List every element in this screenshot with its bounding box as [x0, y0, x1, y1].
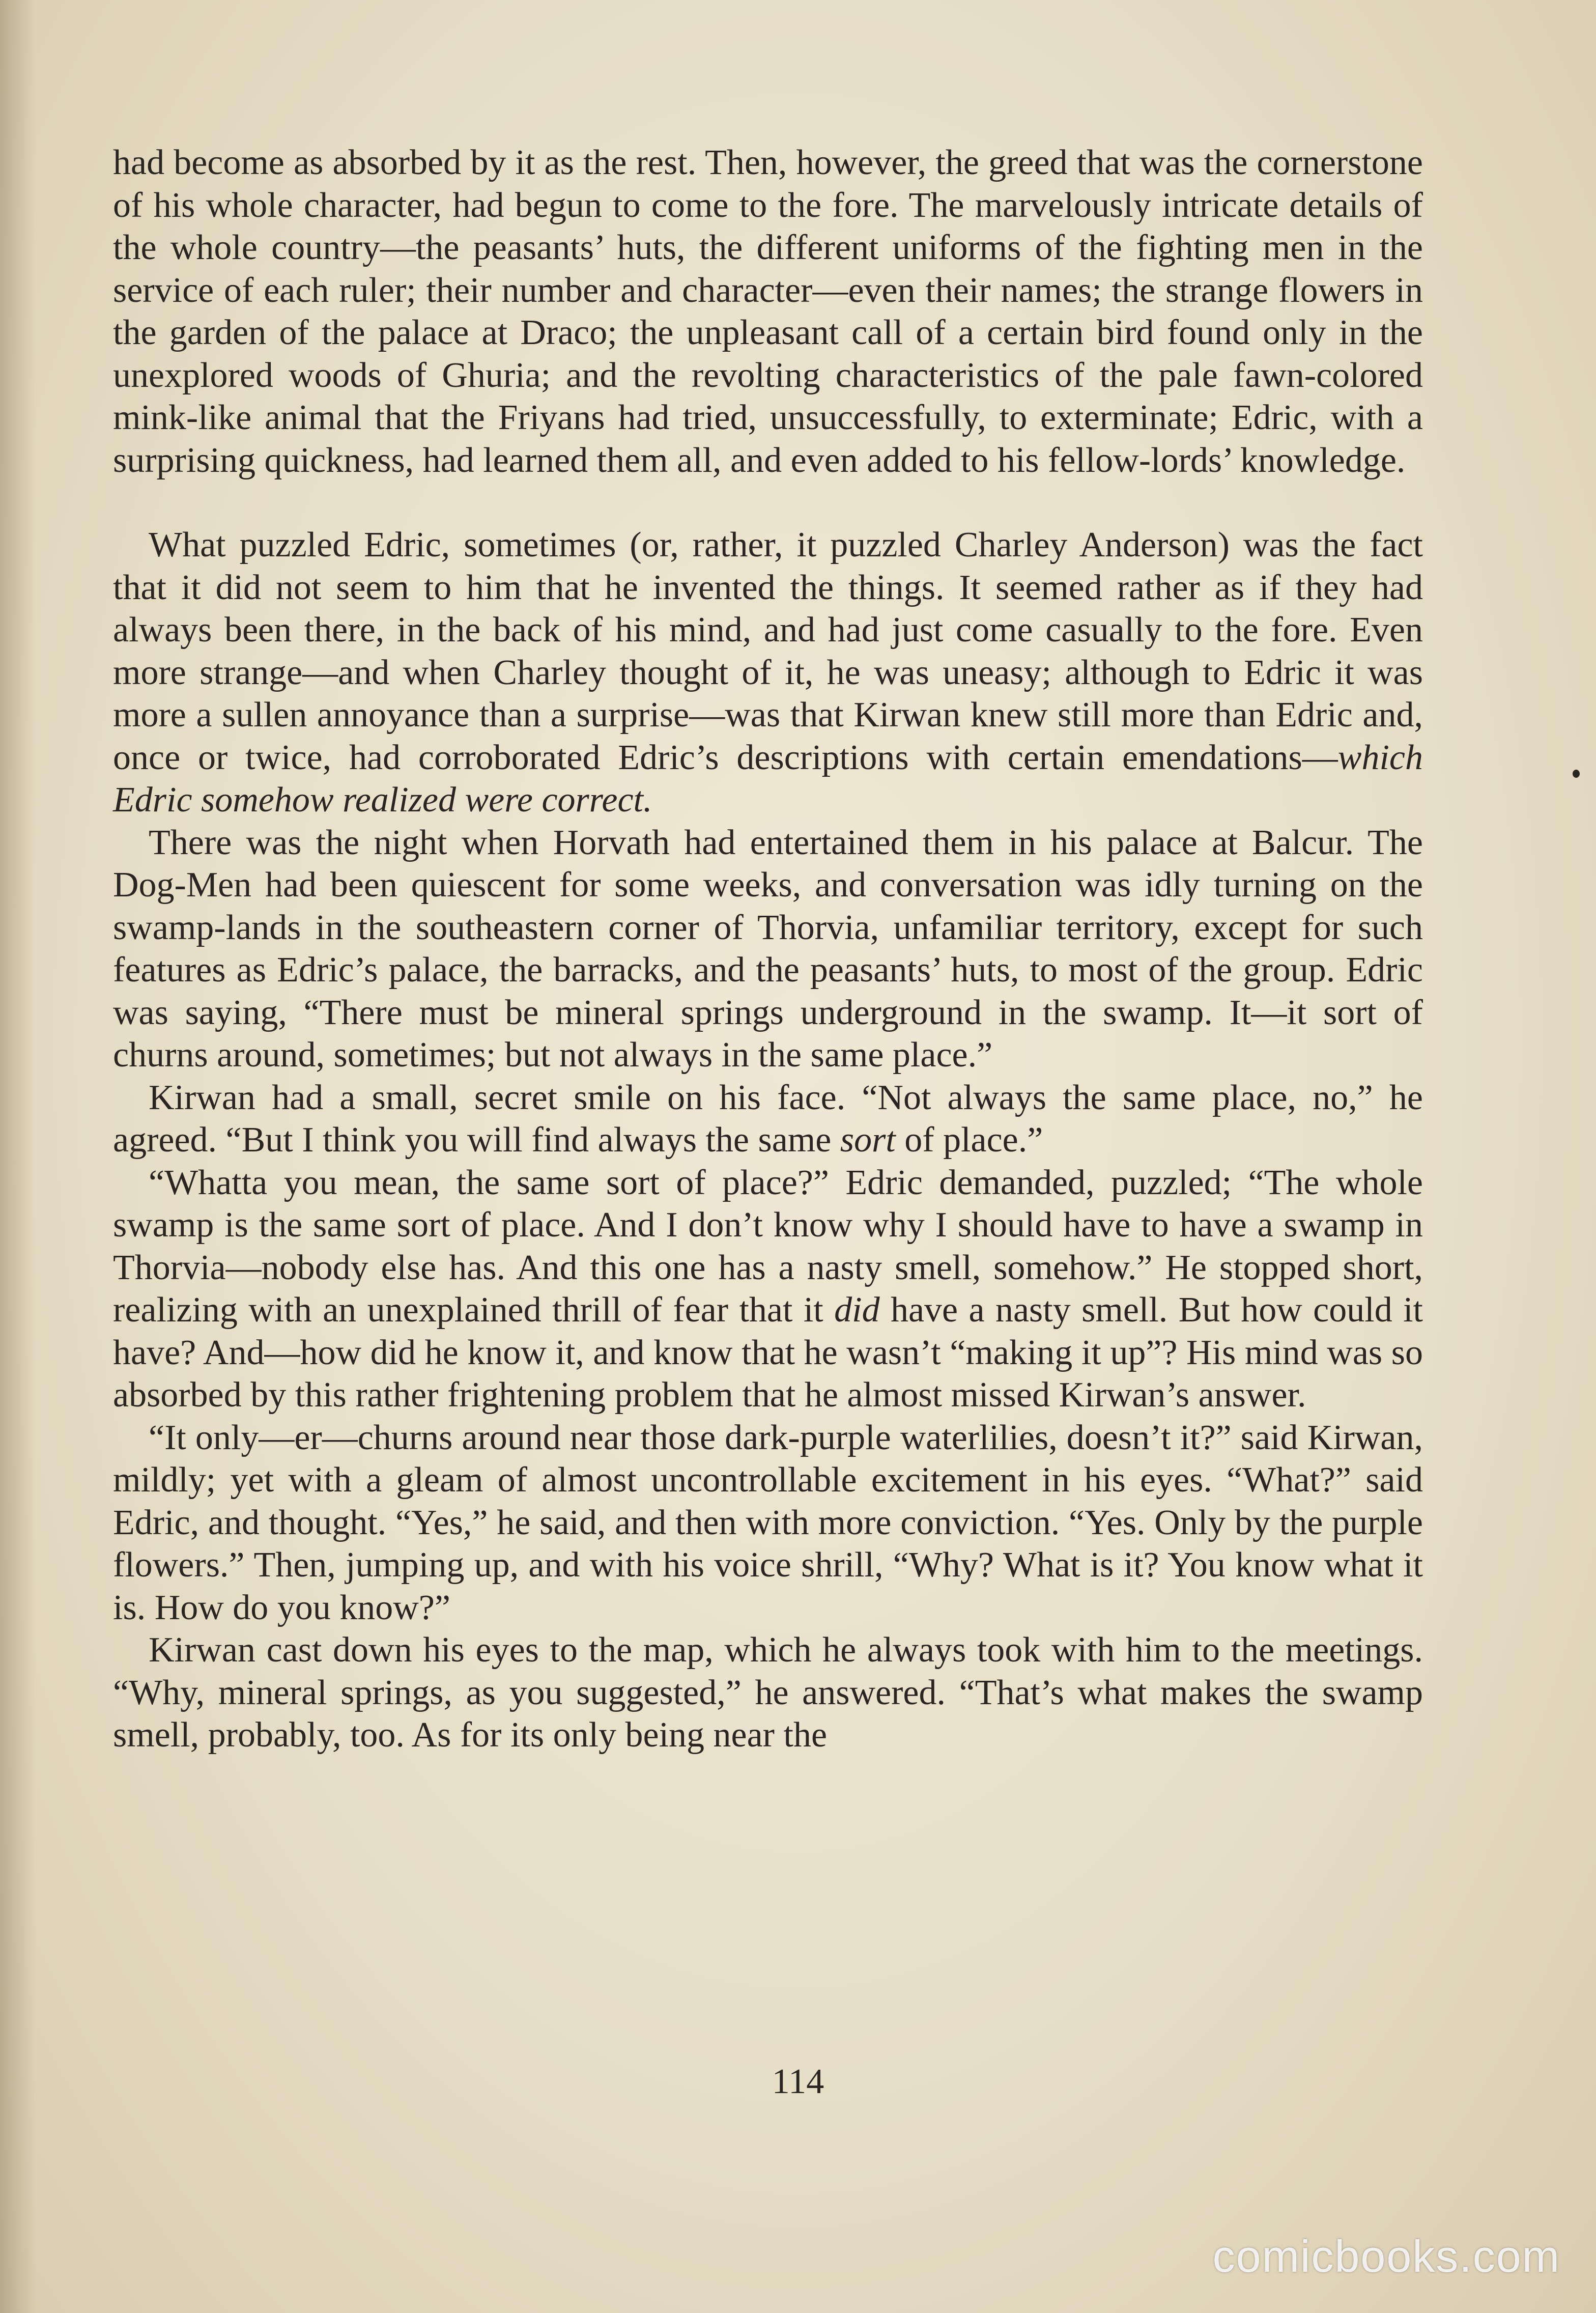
watermark: comicbooks.com [1212, 2231, 1560, 2281]
paragraph-5 [113, 1162, 1423, 1417]
paragraph-5-italic: did [834, 1290, 880, 1330]
binding-shadow [0, 0, 36, 2313]
page-number: 114 [772, 2062, 824, 2101]
paragraph-6-text: “It only—er—churns around near those dark-purple waterlilies, doesn’t it?” said Kirwan, mildly; yet with a gleam of almost uncontrollable excitement in his eyes. “What?” said Edric, and thought. “Yes,” he said, and then with more conviction. “Yes. Only by the purple flowers.” Then, jumping up, and with his voice shrill, “Why? What is it? You know what it is. How do you know?” [113, 1418, 1423, 1627]
body-text [113, 142, 1423, 1757]
paragraph-5-text-a: “Whatta you mean, the same sort of place?” Edric demanded, puzzled; “The whole swamp is the same sort of place. And I don’t know why I should have to have a swamp in Thorvia—nobody else has. And this one has a nasty smell, somehow.” He stopped short, realizing with an unexplained thrill of fear that it [113, 1163, 1423, 1330]
paragraph-3 [113, 822, 1423, 1077]
paragraph-2-text: What puzzled Edric, sometimes (or, rather, it puzzled Charley Anderson) was the fact that it did not seem to him that he invented the things. It seemed rather as if they had always been there, in the back of his mind, and had just come casually to the fore. Even more strange—and when Charley thought of it, he was uneasy; although to Edric it was more a sullen annoyance than a surprise—was that Kirwan knew still more than Edric and, once or twice, had corroborated Edric’s descriptions with certain emendations— [113, 525, 1423, 777]
paragraph-7-text: Kirwan cast down his eyes to the map, which he always took with him to the meetings. “Why, mineral springs, as you suggested,” he answered. “That’s what makes the swamp smell, probably, too. As for its only being near the [113, 1630, 1423, 1755]
paragraph-2-italic: which Edric somehow realized were correct. [113, 738, 1423, 820]
paragraph-4-text-a: Kirwan had a small, secret smile on his face. “Not always the same place, no,” he agreed. “But I think you will find always the same [113, 1078, 1423, 1160]
paragraph-3-text: There was the night when Horvath had entertained them in his palace at Balcur. The Dog-Men had been quiescent for some weeks, and conversation was idly turning on the swamp-lands in the southeastern corner of Thorvia, unfamiliar territory, except for such features as Edric’s palace, the barracks, and the peasants’ huts, to most of the group. Edric was saying, “There must be mineral springs underground in the swamp. It—it sort of churns around, sometimes; but not always in the same place.” [113, 823, 1423, 1075]
paragraph-4-text-b: of place.” [895, 1120, 1043, 1160]
paragraph-4-italic: sort [840, 1120, 896, 1160]
paragraph-5-text-b: have a nasty smell. But how could it have? And—how did he know it, and know that he wasn’t “making it up”? His mind was so absorbed by this rather frightening problem that he almost missed Kirwan’s answer. [113, 1290, 1423, 1415]
paragraph-2 [113, 524, 1423, 822]
paragraph-1 [113, 142, 1423, 482]
paragraph-1-text: had become as absorbed by it as the rest. Then, however, the greed that was the cornerstone of his whole character, had begun to come to the fore. The marvelously intricate details of the whole country—the peasants’ huts, the different uniforms of the fighting men in the service of each ruler; their number and character—even their names; the strange flowers in the garden of the palace at Draco; the unpleasant call of a certain bird found only in the unexplored woods of Ghuria; and the revolting characteristics of the pale fawn-colored mink-like animal that the Friyans had tried, unsuccessfully, to exterminate; Edric, with a surprising quickness, had learned them all, and even added to his fellow-lords’ knowledge. [113, 143, 1423, 480]
paragraph-4 [113, 1077, 1423, 1162]
ink-speck [1573, 770, 1580, 778]
paragraph-6 [113, 1417, 1423, 1629]
paragraph-7 [113, 1629, 1423, 1757]
